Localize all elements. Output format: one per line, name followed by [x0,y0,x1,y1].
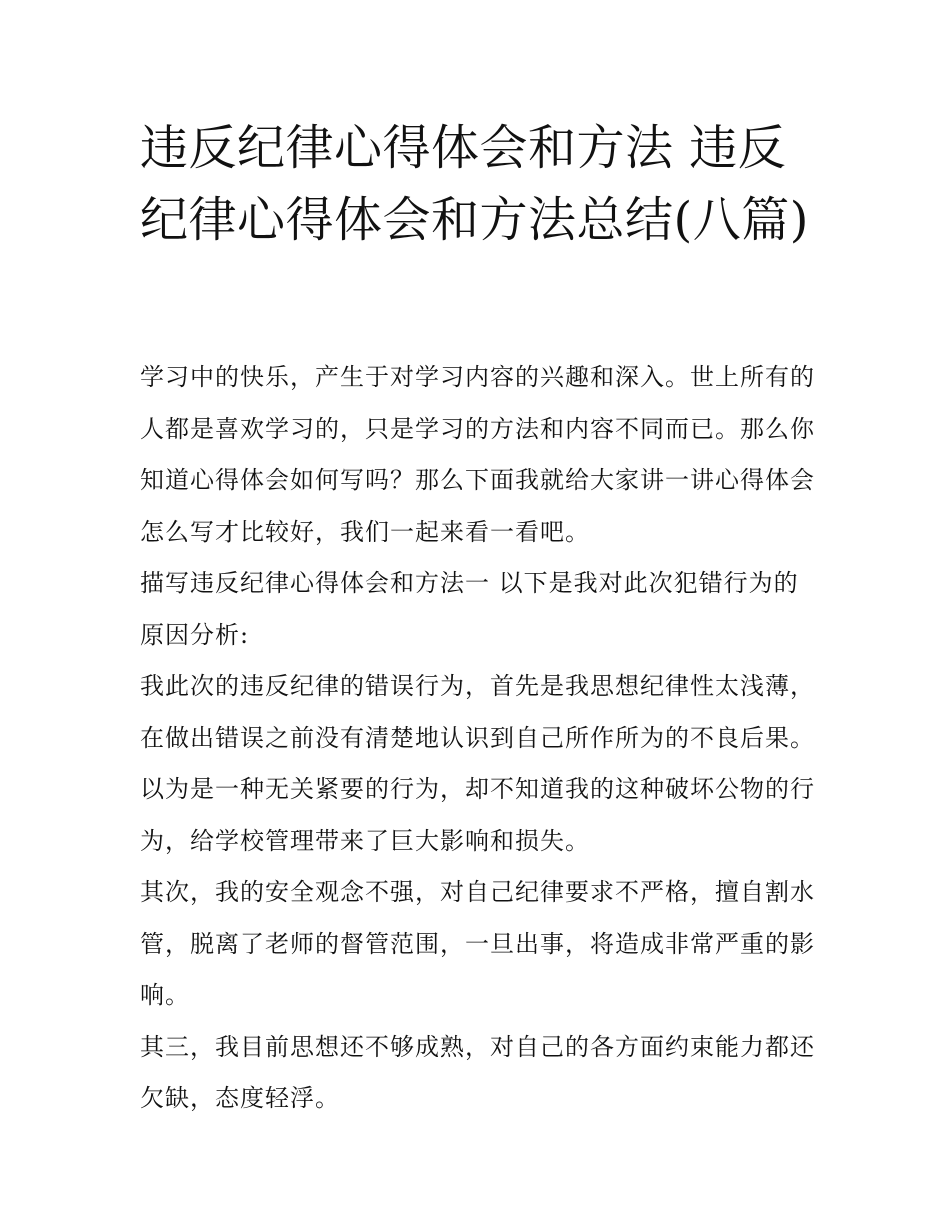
paragraph-first-reason: 我此次的违反纪律的错误行为，首先是我思想纪律性太浅薄，在做出错误之前没有清楚地认识到自己所作所为的不良后果。以为是一种无关紧要的行为，却不知道我的这种破坏公物的行为，给学校管理带来了巨大影响和损失。 [140,672,815,855]
paragraph-second-reason: 其次，我的安全观念不强，对自己纪律要求不严格，擅自割水管，脱离了老师的督管范围，一旦出事，将造成非常严重的影响。 [140,878,815,1009]
document-body [140,352,820,1125]
paragraph-intro: 学习中的快乐，产生于对学习内容的兴趣和深入。世上所有的人都是喜欢学习的，只是学习的方法和内容不同而已。那么你知道心得体会如何写吗？那么下面我就给大家讲一讲心得体会怎么写才比较好，我们一起来看一看吧。 [140,363,815,546]
paragraph-third-reason: 其三，我目前思想还不够成熟，对自己的各方面约束能力都还欠缺，态度轻浮。 [140,1032,815,1112]
paragraph-section-heading: 描写违反纪律心得体会和方法一 以下是我对此次犯错行为的原因分析: [140,569,799,649]
document-title: 违反纪律心得体会和方法 违反纪律心得体会和方法总结(八篇) [140,120,809,248]
